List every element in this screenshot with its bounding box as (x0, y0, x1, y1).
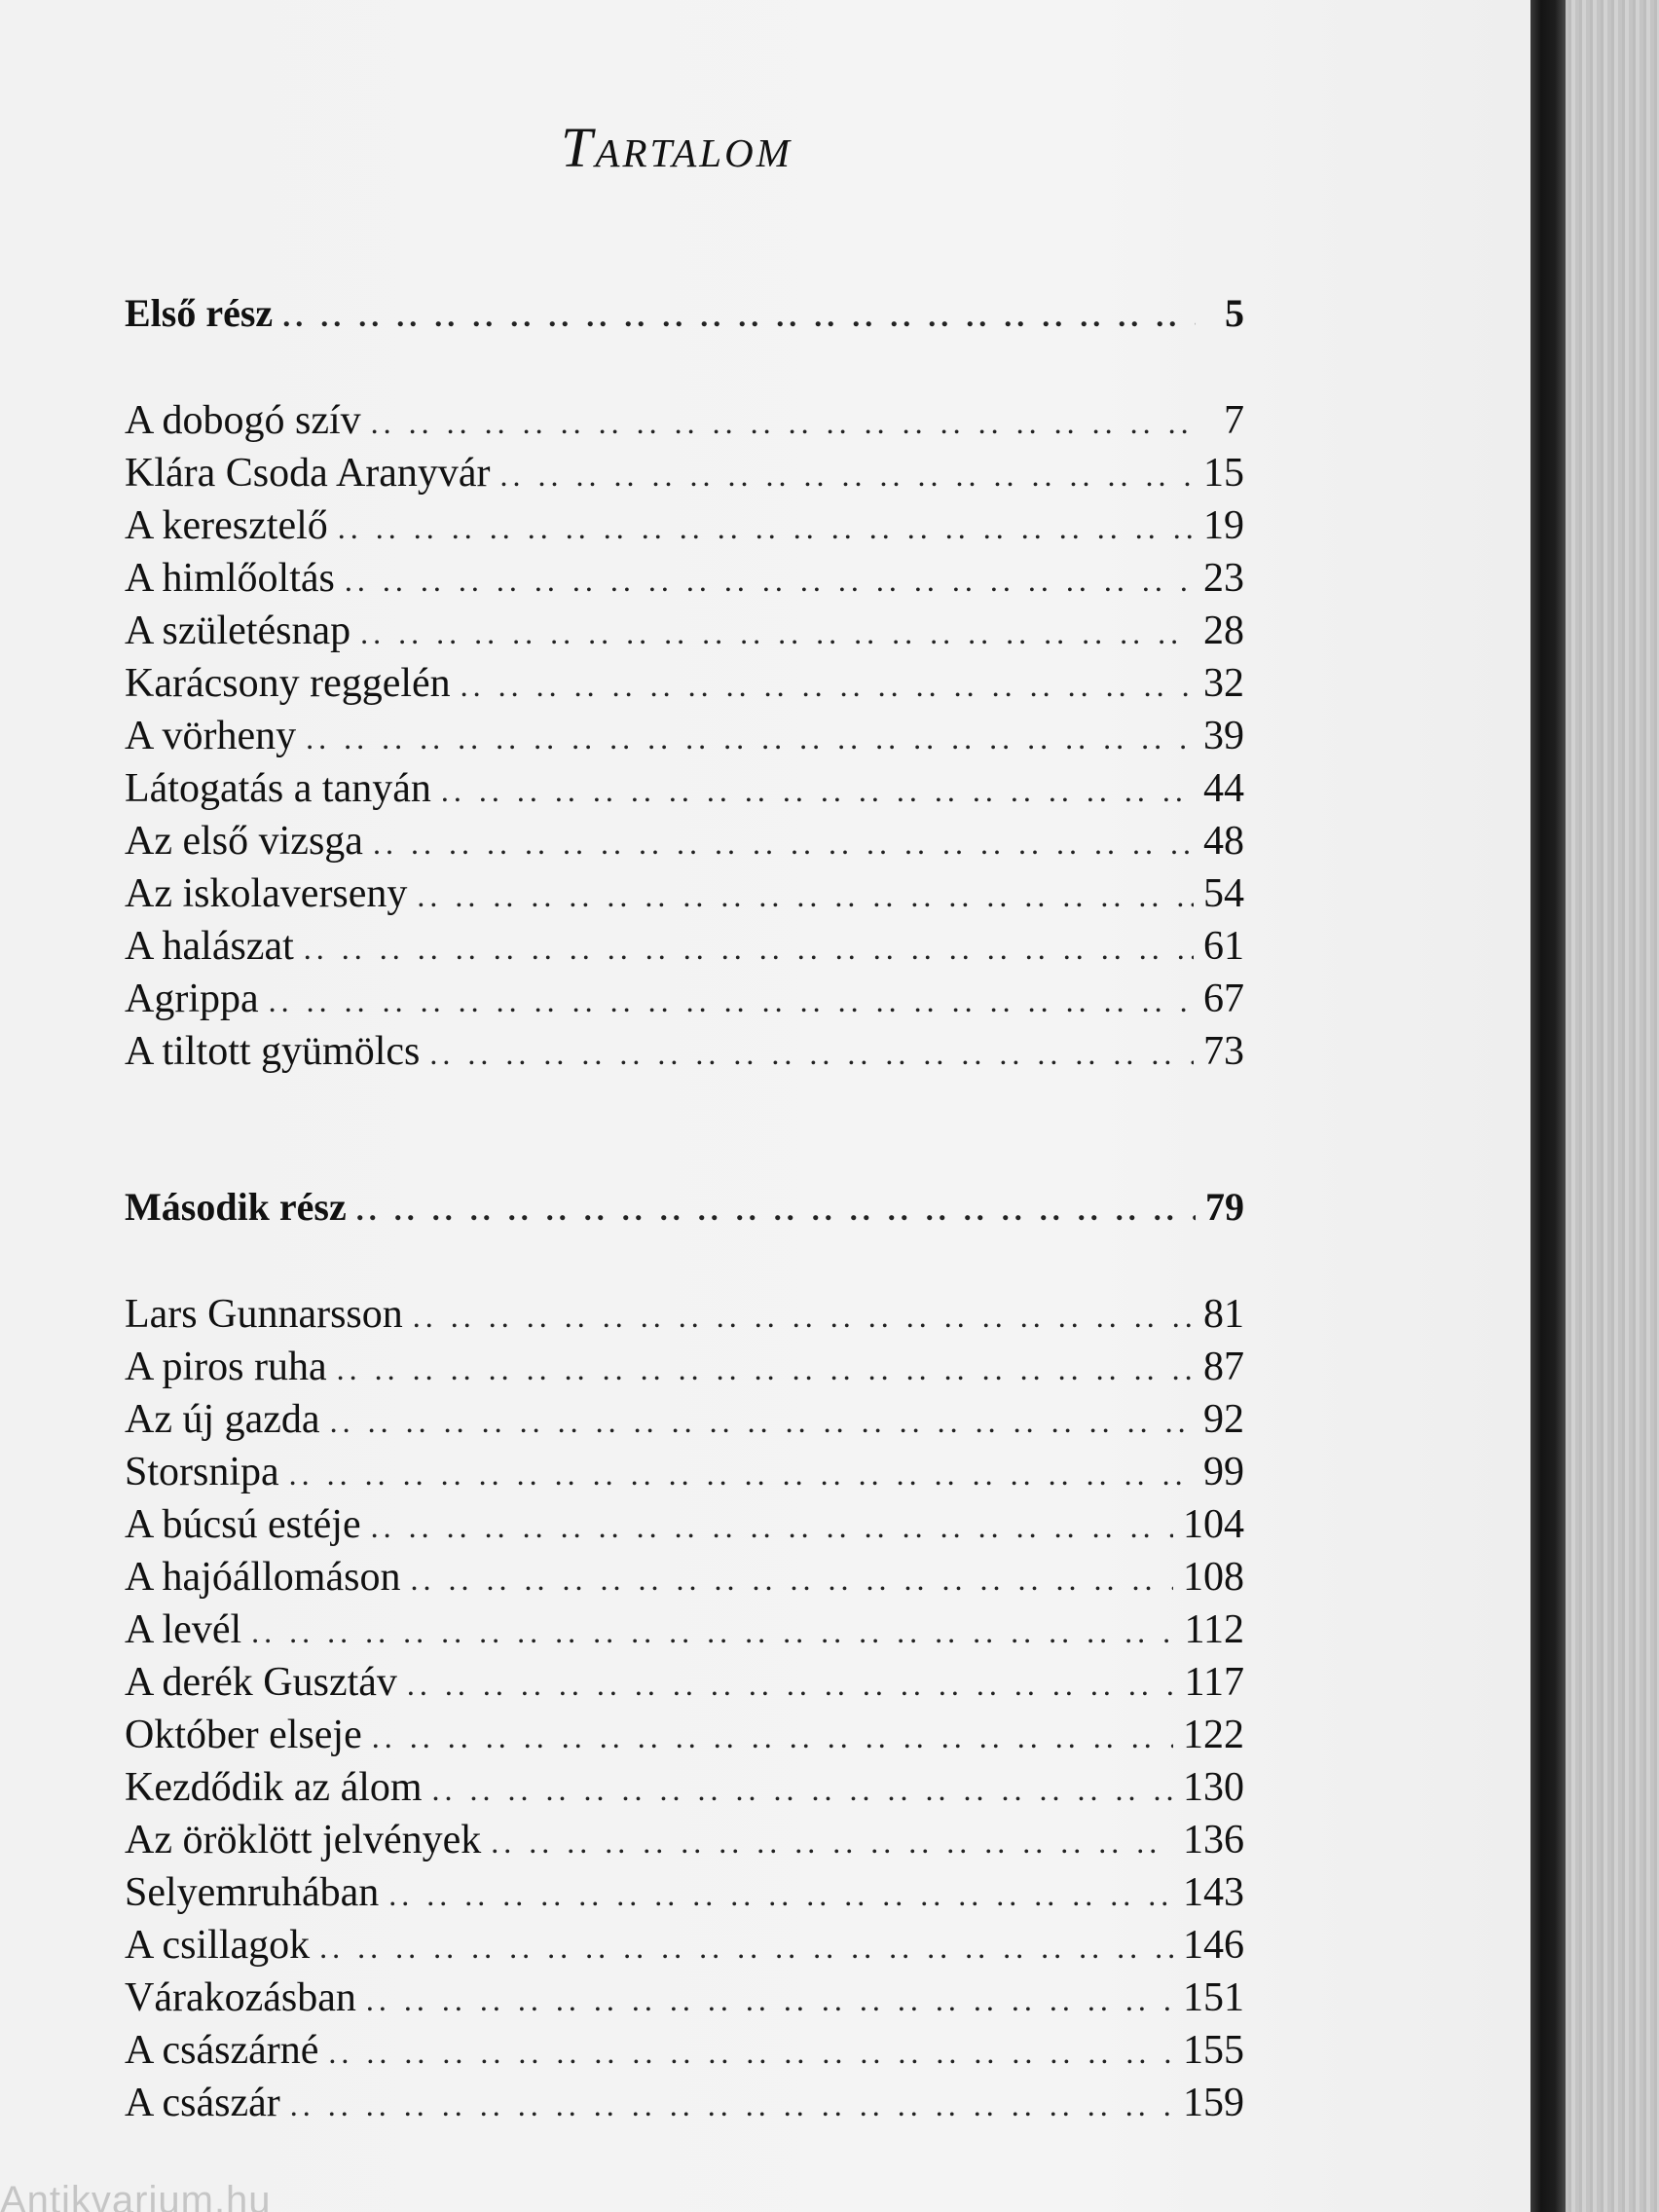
toc-entry (125, 1710, 1244, 1760)
toc-entry-label: Látogatás a tanyán (125, 766, 431, 811)
toc-entry-page: 54 (1203, 871, 1244, 916)
toc-entry-label: A levél (125, 1607, 242, 1652)
toc-entry (125, 1762, 1244, 1813)
dot-leader (345, 555, 1194, 606)
toc-entry-label: Lars Gunnarsson (125, 1292, 403, 1337)
toc-entry (125, 921, 1244, 972)
table-surface (1558, 0, 1659, 2212)
dot-leader (371, 1501, 1173, 1552)
toc-entry (125, 763, 1244, 814)
toc-entry-page: 155 (1183, 2028, 1244, 2073)
toc-entry-label: Várakozásban (125, 1975, 356, 2020)
dot-leader (407, 1659, 1175, 1710)
toc-entry-label: A császárné (125, 2028, 319, 2073)
toc-entry-page: 143 (1183, 1870, 1244, 1915)
dot-leader (410, 1554, 1173, 1604)
toc-entry-label: A halászat (125, 924, 294, 969)
toc-entry-page: 151 (1183, 1975, 1244, 2020)
toc-entry-label: A dobogó szív (125, 398, 361, 443)
toc-part-label: Első rész (125, 291, 274, 335)
toc-entry-page: 159 (1183, 2081, 1244, 2125)
dot-leader (269, 976, 1194, 1026)
toc-part-heading (125, 288, 1244, 339)
toc-entry-page: 39 (1203, 714, 1244, 758)
toc-entry (125, 1552, 1244, 1603)
dot-leader (360, 608, 1194, 658)
toc-part-page: 5 (1225, 291, 1244, 335)
toc-entry-label: Storsnipa (125, 1450, 279, 1494)
toc-entry-page: 48 (1203, 819, 1244, 864)
toc-entry (125, 395, 1244, 446)
toc-entry-label: Az öröklött jelvények (125, 1818, 482, 1862)
toc-entry-page: 92 (1203, 1397, 1244, 1442)
toc-entry (125, 1394, 1244, 1445)
dot-leader (461, 660, 1194, 711)
toc-entry-label: A himlőoltás (125, 556, 335, 601)
toc-entry (125, 658, 1244, 709)
toc-part-label: Második rész (125, 1185, 347, 1229)
dot-leader (306, 713, 1194, 763)
toc-entry-label: Az új gazda (125, 1397, 320, 1442)
toc-entry-label: A csillagok (125, 1923, 311, 1968)
toc-entry-page: 81 (1203, 1292, 1244, 1337)
toc-entry-label: Selyemruhában (125, 1870, 380, 1915)
dot-leader (432, 1764, 1173, 1815)
toc-entry (125, 974, 1244, 1024)
dot-leader (372, 1712, 1173, 1762)
toc-entry-label: A születésnap (125, 608, 351, 653)
toc-entry (125, 448, 1244, 498)
toc-entry-label: Az iskolaverseny (125, 871, 408, 916)
toc-entry-label: A hajóállomáson (125, 1555, 401, 1600)
toc-entry-page: 108 (1183, 1555, 1244, 1600)
dot-leader (491, 1817, 1173, 1867)
dot-leader (328, 2027, 1173, 2078)
toc-entry-label: Karácsony reggelén (125, 661, 451, 706)
toc-entry-page: 7 (1224, 398, 1244, 443)
toc-entry-page: 136 (1183, 1818, 1244, 1862)
toc-entry-label: A keresztelő (125, 503, 328, 548)
toc-entry-label: A derék Gusztáv (125, 1660, 397, 1705)
toc-entry-page: 130 (1183, 1765, 1244, 1810)
dot-leader (304, 923, 1194, 974)
toc-entry (125, 1499, 1244, 1550)
toc-entry (125, 1026, 1244, 1077)
toc-entry (125, 2078, 1244, 2128)
dot-leader (319, 1922, 1173, 1972)
toc-entry (125, 1342, 1244, 1392)
dot-leader (289, 1449, 1194, 1499)
toc-entry (125, 1920, 1244, 1971)
dot-leader (337, 1344, 1194, 1394)
toc-entry (125, 500, 1244, 551)
toc-entry-label: A császár (125, 2081, 280, 2125)
toc-entry (125, 711, 1244, 761)
dot-leader (330, 1396, 1194, 1447)
toc-part-page: 79 (1205, 1185, 1244, 1229)
dot-leader (429, 1028, 1194, 1079)
toc-entry (125, 1289, 1244, 1340)
toc-entry-label: A piros ruha (125, 1345, 327, 1389)
toc-entry (125, 1815, 1244, 1865)
toc-entry-page: 15 (1203, 451, 1244, 496)
toc-entry-label: Agrippa (125, 977, 259, 1021)
dot-leader (373, 818, 1194, 868)
toc-entry-page: 23 (1203, 556, 1244, 601)
toc-entry-label: Október elseje (125, 1713, 362, 1757)
toc-entry-label: A vörheny (125, 714, 297, 758)
toc-entry-page: 87 (1203, 1345, 1244, 1389)
watermark: Antikvarium.hu (0, 2179, 272, 2212)
toc-entry (125, 1972, 1244, 2023)
toc-entry (125, 816, 1244, 866)
toc-entry-page: 44 (1203, 766, 1244, 811)
toc-entry-page: 99 (1203, 1450, 1244, 1494)
dot-leader (388, 1869, 1173, 1920)
toc-entry (125, 1604, 1244, 1655)
page-title: Tartalom (561, 116, 793, 179)
toc-entry (125, 868, 1244, 919)
toc-entry-page: 104 (1183, 1502, 1244, 1547)
toc-entry (125, 2025, 1244, 2076)
dot-leader (371, 397, 1196, 448)
toc-entry-label: Kezdődik az álom (125, 1765, 423, 1810)
dot-leader (251, 1606, 1174, 1657)
toc-entry-page: 32 (1203, 661, 1244, 706)
dot-leader (441, 765, 1194, 816)
toc-entry-page: 73 (1203, 1029, 1244, 1074)
toc-entry-page: 112 (1184, 1607, 1244, 1652)
toc-entry (125, 1867, 1244, 1918)
toc-entry-page: 146 (1183, 1923, 1244, 1968)
book-cover-edge (1530, 0, 1566, 2212)
toc-entry (125, 606, 1244, 656)
toc-entry-page: 61 (1203, 924, 1244, 969)
dot-leader (290, 2080, 1173, 2130)
dot-leader (417, 870, 1194, 921)
dot-leader (282, 290, 1196, 341)
toc-entry (125, 1447, 1244, 1497)
toc-entry-page: 28 (1203, 608, 1244, 653)
dot-leader (356, 1184, 1196, 1235)
toc-entry-label: Az első vizsga (125, 819, 363, 864)
toc-entry (125, 1657, 1244, 1708)
dot-leader (413, 1291, 1194, 1342)
toc-entry-page: 122 (1183, 1713, 1244, 1757)
toc-entry-page: 117 (1184, 1660, 1244, 1705)
dot-leader (338, 502, 1194, 553)
toc-part-heading (125, 1182, 1244, 1233)
dot-leader (500, 450, 1194, 500)
toc-entry-page: 67 (1203, 977, 1244, 1021)
toc-entry-label: Klára Csoda Aranyvár (125, 451, 491, 496)
dot-leader (366, 1974, 1173, 2025)
toc-entry-page: 19 (1203, 503, 1244, 548)
toc-entry (125, 553, 1244, 604)
toc-entry-label: A búcsú estéje (125, 1502, 361, 1547)
toc-entry-label: A tiltott gyümölcs (125, 1029, 421, 1074)
